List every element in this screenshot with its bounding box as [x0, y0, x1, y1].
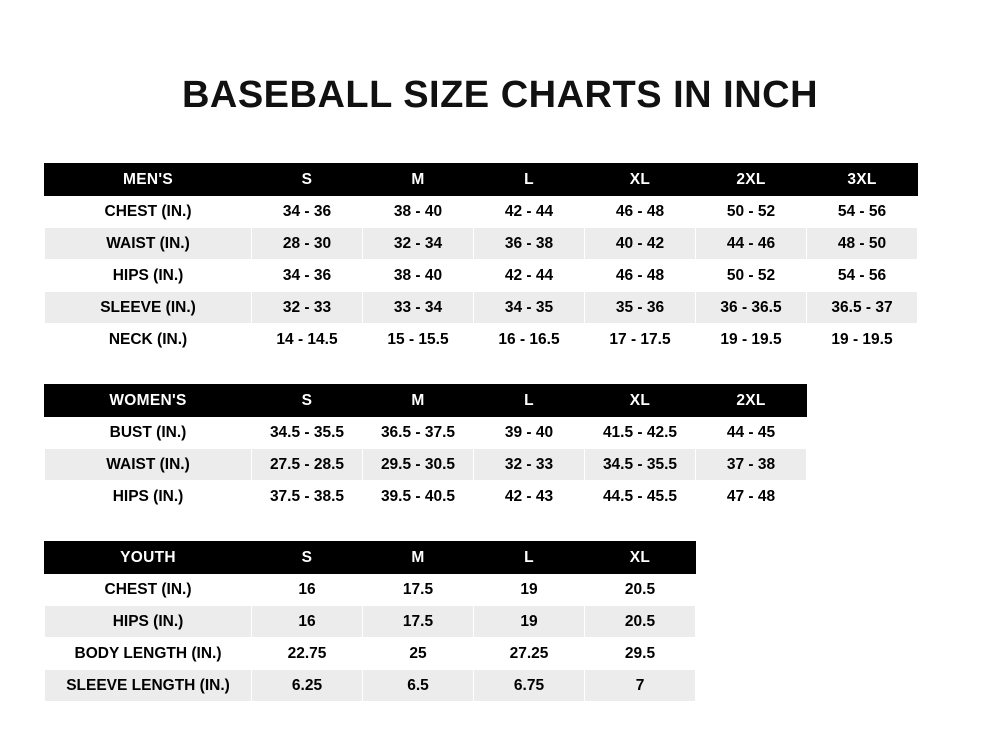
- table-cell: 44.5 - 45.5: [585, 481, 696, 513]
- table-cell: 19: [474, 606, 585, 638]
- row-label: SLEEVE (IN.): [45, 292, 252, 324]
- table-row: [45, 574, 696, 606]
- table-cell: 37 - 38: [696, 449, 807, 481]
- table-row: [45, 417, 807, 449]
- table-cell: 44 - 45: [696, 417, 807, 449]
- table-cell: 40 - 42: [585, 228, 696, 260]
- table-header-row: [45, 542, 696, 574]
- table-cell: 17.5: [363, 606, 474, 638]
- table-cell: 32 - 33: [252, 292, 363, 324]
- table-cell: 29.5: [585, 638, 696, 670]
- table-cell: 46 - 48: [585, 196, 696, 228]
- table-cell: 28 - 30: [252, 228, 363, 260]
- row-label: CHEST (IN.): [45, 574, 252, 606]
- table-cell: 16: [252, 574, 363, 606]
- table-cell: 36.5 - 37: [807, 292, 918, 324]
- column-header: S: [252, 542, 363, 574]
- column-header: XL: [585, 542, 696, 574]
- table-cell: 36 - 38: [474, 228, 585, 260]
- table-cell: 16: [252, 606, 363, 638]
- table-cell: 42 - 43: [474, 481, 585, 513]
- table-row: [45, 324, 918, 356]
- table-cell: 20.5: [585, 606, 696, 638]
- table-cell: 50 - 52: [696, 260, 807, 292]
- table-row: [45, 670, 696, 702]
- table-cell: 19: [474, 574, 585, 606]
- table-cell: 27.25: [474, 638, 585, 670]
- table-cell: 17 - 17.5: [585, 324, 696, 356]
- table-cell: 44 - 46: [696, 228, 807, 260]
- row-label: BODY LENGTH (IN.): [45, 638, 252, 670]
- table-cell: 38 - 40: [363, 196, 474, 228]
- table-cell: 6.75: [474, 670, 585, 702]
- table-cell: 50 - 52: [696, 196, 807, 228]
- table-header-row: [45, 385, 807, 417]
- table-cell: 29.5 - 30.5: [363, 449, 474, 481]
- table-row: [45, 449, 807, 481]
- table-cell: 7: [585, 670, 696, 702]
- table-cell: 16 - 16.5: [474, 324, 585, 356]
- column-header: 2XL: [696, 385, 807, 417]
- column-header: 2XL: [696, 164, 807, 196]
- column-header: M: [363, 385, 474, 417]
- table-cell: 35 - 36: [585, 292, 696, 324]
- table-cell: 34.5 - 35.5: [252, 417, 363, 449]
- table-cell: 39 - 40: [474, 417, 585, 449]
- page-title: BASEBALL SIZE CHARTS IN INCH: [181, 74, 819, 116]
- table-cell: 46 - 48: [585, 260, 696, 292]
- column-header: WOMEN'S: [45, 385, 252, 417]
- row-label: BUST (IN.): [45, 417, 252, 449]
- table-cell: 19 - 19.5: [696, 324, 807, 356]
- column-header: M: [363, 164, 474, 196]
- table-cell: 14 - 14.5: [252, 324, 363, 356]
- row-label: HIPS (IN.): [45, 606, 252, 638]
- column-header: S: [252, 385, 363, 417]
- table-cell: 36 - 36.5: [696, 292, 807, 324]
- table-cell: 20.5: [585, 574, 696, 606]
- column-header: 3XL: [807, 164, 918, 196]
- table-cell: 32 - 33: [474, 449, 585, 481]
- row-label: NECK (IN.): [45, 324, 252, 356]
- table-header-row: [45, 164, 918, 196]
- column-header: XL: [585, 164, 696, 196]
- youth-size-table: [44, 541, 696, 702]
- mens-size-table: [44, 163, 918, 356]
- table-cell: 6.25: [252, 670, 363, 702]
- table-cell: 22.75: [252, 638, 363, 670]
- table-row: [45, 638, 696, 670]
- table-cell: 25: [363, 638, 474, 670]
- table-cell: 54 - 56: [807, 260, 918, 292]
- row-label: WAIST (IN.): [45, 449, 252, 481]
- column-header: S: [252, 164, 363, 196]
- row-label: HIPS (IN.): [45, 481, 252, 513]
- table-cell: 34 - 36: [252, 260, 363, 292]
- table-cell: 27.5 - 28.5: [252, 449, 363, 481]
- table-cell: 34.5 - 35.5: [585, 449, 696, 481]
- row-label: HIPS (IN.): [45, 260, 252, 292]
- column-header: L: [474, 164, 585, 196]
- table-cell: 39.5 - 40.5: [363, 481, 474, 513]
- column-header: YOUTH: [45, 542, 252, 574]
- column-header: MEN'S: [45, 164, 252, 196]
- table-cell: 32 - 34: [363, 228, 474, 260]
- table-row: [45, 606, 696, 638]
- table-cell: 36.5 - 37.5: [363, 417, 474, 449]
- table-cell: 38 - 40: [363, 260, 474, 292]
- table-cell: 41.5 - 42.5: [585, 417, 696, 449]
- column-header: M: [363, 542, 474, 574]
- row-label: CHEST (IN.): [45, 196, 252, 228]
- table-row: [45, 292, 918, 324]
- table-row: [45, 481, 807, 513]
- column-header: L: [474, 385, 585, 417]
- size-tables-container: [0, 163, 1000, 702]
- table-cell: 54 - 56: [807, 196, 918, 228]
- table-cell: 37.5 - 38.5: [252, 481, 363, 513]
- row-label: SLEEVE LENGTH (IN.): [45, 670, 252, 702]
- table-row: [45, 196, 918, 228]
- table-cell: 48 - 50: [807, 228, 918, 260]
- table-cell: 19 - 19.5: [807, 324, 918, 356]
- table-cell: 42 - 44: [474, 260, 585, 292]
- womens-size-table: [44, 384, 807, 513]
- row-label: WAIST (IN.): [45, 228, 252, 260]
- table-row: [45, 260, 918, 292]
- table-cell: 33 - 34: [363, 292, 474, 324]
- table-cell: 42 - 44: [474, 196, 585, 228]
- column-header: XL: [585, 385, 696, 417]
- table-cell: 6.5: [363, 670, 474, 702]
- table-cell: 34 - 35: [474, 292, 585, 324]
- table-cell: 17.5: [363, 574, 474, 606]
- table-row: [45, 228, 918, 260]
- column-header: L: [474, 542, 585, 574]
- table-cell: 47 - 48: [696, 481, 807, 513]
- table-cell: 15 - 15.5: [363, 324, 474, 356]
- table-cell: 34 - 36: [252, 196, 363, 228]
